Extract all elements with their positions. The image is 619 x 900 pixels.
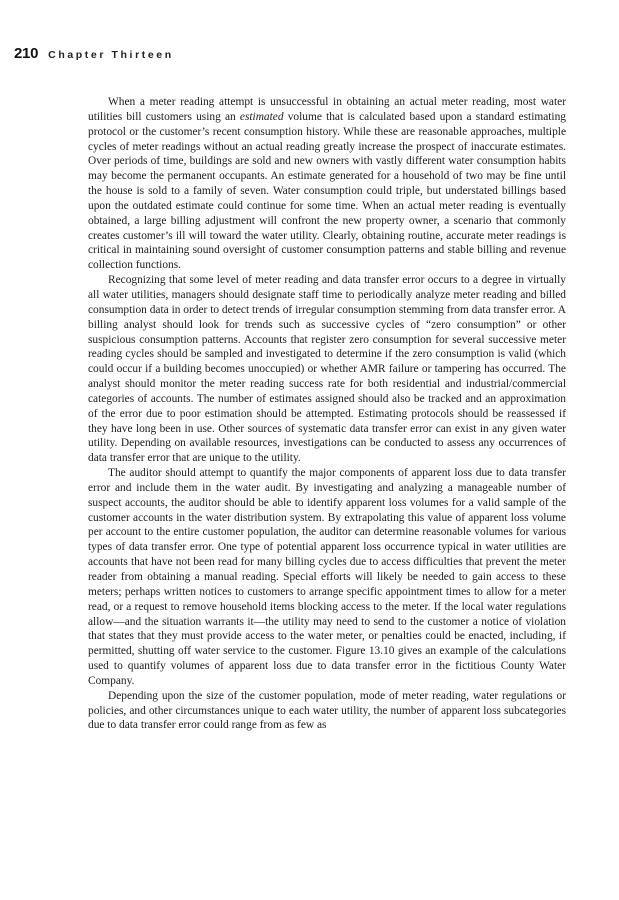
paragraph-text: When a meter reading attempt is unsuccessful in obtaining an actual meter reading, most water utilities bill customers using an — [88, 96, 566, 123]
paragraph: The auditor should attempt to quantify the major components of apparent loss due to data transfer error and include them in the water audit. By investigating and analyzing a manageable number of suspect accounts, the auditor should be able to identify apparent loss volumes for a valid sample of the customer accounts in the water distribution system. By extrapolating this value of apparent loss volume per account to the entire customer population, the auditor can determine reasonable volumes for various types of data transfer error. One type of potential apparent loss occurrence typical in water utilities are accounts that have not been read for many billing cycles due to access difficulties that prevent the meter reader from obtaining a manual reading. Special efforts will likely be needed to gain access to these meters; perhaps written notices to customers to arrange specific appointment times to allow for a meter read, or a request to remove household items blocking access to the meter. If the local water regulations allow—and the situation warrants it—the utility may need to send to the customer a notice of violation that states that they must provide access to the water meter, or penalties could be enacted, including, if permitted, shutting off water service to the customer. Figure 13.10 gives an example of the calculations used to quantify volumes of apparent loss due to data transfer error in the fictitious County Water Company. — [88, 467, 566, 687]
page-number: 210 — [14, 45, 39, 62]
chapter-title: Chapter Thirteen — [48, 49, 174, 61]
paragraph: Depending upon the size of the customer population, mode of meter reading, water regulations or policies, and other circumstances unique to each water utility, the number of apparent loss subcategories due to data transfer error could range from as few as — [88, 689, 566, 732]
paragraph — [88, 95, 566, 273]
emphasized-word: estimated — [239, 110, 284, 123]
paragraph-text: volume that is calculated based upon a standard estimating protocol or the customer’s recent consumption history. While these are reasonable approaches, multiple cycles of meter readings without an actual reading greatly increase the prospect of inaccurate estimates. Over periods of time, buildings are sold and new owners with vastly different water consumption habits may become the permanent occupants. An estimate generated for a household of two may be fine until the house is sold to a family of seven. Water consumption could triple, but understated billings based upon the outdated estimate could continue for some time. When an actual meter reading is eventually obtained, a large billing adjustment will confront the new property owner, a scenario that commonly creates customer’s ill will toward the water utility. Clearly, obtaining routine, accurate meter readings is critical in maintaining sound oversight of customer consumption patterns and stable billing and revenue collection functions. — [88, 110, 566, 272]
running-head — [14, 45, 174, 63]
paragraph: Recognizing that some level of meter reading and data transfer error occurs to a degree in virtually all water utilities, managers should designate staff time to periodically analyze meter reading and billed consumption data in order to detect trends of irregular consumption stemming from data transfer error. A billing analyst should look for trends such as successive cycles of “zero consumption” or other suspicious consumption patterns. Accounts that register zero consumption for several successive meter reading cycles should be sampled and investigated to determine if the zero consumption is valid (which could occur if a building becomes unoccupied) or whether AMR failure or tampering has occurred. The analyst should monitor the meter reading success rate for both residential and industrial/commercial categories of accounts. The number of estimates assigned should also be tracked and an approximation of the error due to poor estimation should be attempted. Estimating protocols should be reassessed if they have long been in use. Other sources of systematic data transfer error can exist in any given water utility. Depending on available resources, investigations can be conducted to assess any occurrences of data transfer error that are unique to the utility. — [88, 274, 566, 465]
body-text — [88, 95, 566, 733]
